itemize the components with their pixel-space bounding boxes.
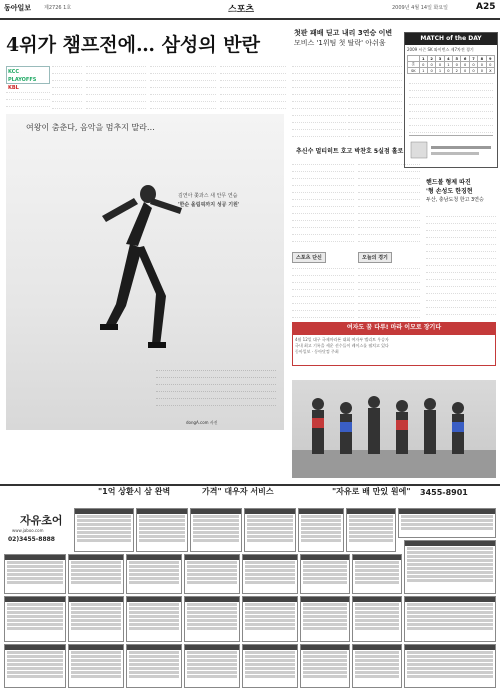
scoreboard-head-cell: 8	[478, 56, 486, 62]
playoffs-logo	[6, 66, 50, 91]
logo-sub: KBL	[8, 85, 19, 91]
marathon-ad-title: 여자도 꿈 다루! 마라 이모로 장기다	[292, 322, 496, 334]
scoreboard-table	[407, 55, 495, 74]
classified-ad-box	[4, 554, 66, 594]
scoreboard-head-cell: 4	[444, 56, 452, 62]
scoreboard-row	[408, 68, 495, 74]
classified-ad-box	[126, 554, 182, 594]
sports-briefs-head: 스포츠 단신	[292, 252, 326, 263]
classified-ad-box	[68, 596, 124, 642]
scoreboard-cell: 2	[453, 68, 461, 74]
classified-ad-box	[4, 644, 66, 688]
scoreboard-cell: 0	[478, 68, 486, 74]
match-box-subtitle: 2009 시즌 SK 와이번스 제7차전 경기	[407, 47, 474, 52]
scoreboard-cell: 0	[486, 62, 494, 68]
classified-ad-box	[242, 554, 298, 594]
scoreboard-cell: 0	[461, 68, 469, 74]
classified-ad-box	[300, 596, 350, 642]
match-of-the-day-box	[404, 32, 498, 168]
classified-ad-box	[4, 596, 66, 642]
scoreboard-cell: 0	[427, 68, 435, 74]
classified-ad-box	[404, 540, 496, 594]
classified-ad-box	[300, 554, 350, 594]
publication-date: 2009년 4월 14일 화요일	[392, 5, 449, 11]
main-headline: 4위가 챔프전에… 삼성의 반란	[6, 34, 260, 56]
scoreboard-head-cell: 9	[486, 56, 494, 62]
photo-quote: 여왕이 춤춘다, 음악을 멈추지 말라…	[26, 123, 155, 132]
scoreboard-head-cell: 2	[427, 56, 435, 62]
overlay-caption-1: 김연아 쫓과스 새 안무 연습	[178, 193, 238, 199]
scoreboard-cell: 1	[444, 62, 452, 68]
scoreboard-cell: 0	[427, 62, 435, 68]
classified-ad-box	[68, 644, 124, 688]
runners-graphic	[292, 380, 496, 478]
scoreboard-cell: 0	[469, 62, 477, 68]
ad-body-1: 4월 12일 대구 국제마라톤 대회 여자부 엘리트 우승자	[295, 337, 389, 342]
match-box-title: MATCH of the DAY	[405, 33, 497, 45]
classifieds-header-2: 가격" 대우자 서비스	[202, 487, 274, 496]
mlb-column-2	[358, 158, 420, 248]
classified-ad-box	[352, 554, 402, 594]
skater-figure	[86, 174, 186, 384]
scoreboard-cell: SK	[408, 68, 420, 74]
body-column-4	[220, 60, 286, 110]
overlay-caption-2: '한순 올림픽까지 성공 기원'	[178, 202, 240, 208]
classified-ad-box	[126, 644, 182, 688]
pitch-chart-graphic	[409, 136, 493, 164]
classified-ad-box	[404, 596, 496, 642]
publication-name: 동아일보	[4, 4, 32, 12]
scoreboard-head-cell: 3	[436, 56, 444, 62]
classifieds-header-1: "1억 상환시 삼 완벽	[98, 487, 171, 496]
scoreboard-cell: 1	[436, 68, 444, 74]
classified-ad-box	[298, 508, 344, 552]
section-title: 스포츠	[228, 5, 255, 15]
classified-ad-box	[184, 554, 240, 594]
subdeck-line-2: 모비스 '1위팀 첫 탈락' 아쉬움	[294, 39, 386, 47]
ad-body-2: 국내 최고 기록을 세운 선수들이 레이스를 펼치고 있다	[295, 343, 389, 348]
jaboo-url: www.jaboo.com	[12, 528, 44, 533]
scoreboard-cell: 롯	[408, 62, 420, 68]
scoreboard-cell: 0	[453, 62, 461, 68]
handball-head-1: 핸드볼 형제 따진	[426, 179, 471, 186]
classified-ad-box	[244, 508, 296, 552]
classified-ads-grid	[0, 500, 500, 691]
photo-credit: dongA.com 사진	[186, 420, 218, 425]
classifieds-phone: 3455-8901	[420, 488, 468, 497]
classified-ad-box	[398, 508, 496, 538]
classifieds-header-3: "자유로 배 만있 원에"	[332, 487, 411, 496]
jaboo-tel: 02)3455-8888	[8, 536, 55, 543]
scoreboard-cell: X	[486, 68, 494, 74]
todays-games-head: 오늘의 경기	[358, 252, 392, 263]
classified-ad-box	[74, 508, 134, 552]
scoreboard-head-cell: 1	[419, 56, 427, 62]
classified-ad-box	[184, 596, 240, 642]
classified-ad-box	[68, 554, 124, 594]
scoreboard-cell: 1	[419, 68, 427, 74]
classified-ad-box	[346, 508, 396, 552]
match-box-footer-graphic	[409, 135, 493, 164]
photo-caption-text	[156, 364, 276, 406]
body-column-5	[292, 60, 346, 140]
classified-ad-box	[352, 644, 402, 688]
body-column-6	[348, 60, 402, 140]
scoreboard-cell: 0	[419, 62, 427, 68]
subdeck-line-1: 첫판 패배 딛고 내리 3연승 이변	[294, 29, 393, 37]
handball-head-3: 두산, 충남도청 한고 3연승	[426, 197, 484, 203]
classified-ad-box	[242, 596, 298, 642]
photo-overlay-caption	[178, 192, 239, 210]
classified-ad-box	[136, 508, 188, 552]
scoreboard-cell: 0	[436, 62, 444, 68]
classified-ad-box	[300, 644, 350, 688]
scoreboard-cell: 0	[469, 68, 477, 74]
scoreboard-head-cell: 6	[461, 56, 469, 62]
issue-number: 제2726 1호	[44, 5, 72, 11]
body-column-3	[150, 60, 216, 110]
jaboo-brand: 자유초어	[20, 514, 63, 527]
body-column-2	[86, 60, 146, 110]
classified-ad-box	[126, 596, 182, 642]
scoreboard-cell: 0	[478, 62, 486, 68]
marathon-ad-body	[292, 334, 496, 366]
classified-ad-box	[404, 644, 496, 688]
classified-ad-box	[242, 644, 298, 688]
mlb-column-1	[292, 158, 354, 248]
scoreboard-cell: 0	[461, 62, 469, 68]
handball-head-2: '형 손성도 한징현	[426, 188, 473, 195]
body-column-1	[52, 60, 82, 110]
mlb-headline: 추신수 멀티히트 호고 박찬호 5실점 홀로	[296, 148, 404, 155]
todays-games-body	[358, 262, 420, 320]
scoreboard-head-cell: 7	[469, 56, 477, 62]
page-number: A25	[476, 2, 496, 12]
ad-body-3: 동아일보 · 동아닷컴 주최	[295, 349, 339, 354]
marathon-runners-photo	[292, 380, 496, 478]
scoreboard-cell: 0	[444, 68, 452, 74]
sports-briefs-body	[292, 262, 354, 320]
headline-subdeck	[294, 28, 392, 48]
match-box-text	[409, 77, 493, 133]
handball-headline	[426, 178, 484, 205]
handball-column	[426, 210, 496, 318]
classified-ad-box	[352, 596, 402, 642]
scoreboard-head-cell: 5	[453, 56, 461, 62]
figure-skater-photo	[6, 114, 284, 430]
body-column-1b	[6, 86, 50, 110]
logo-text: KCC PLAYOFFS	[8, 69, 37, 83]
classified-ad-box	[184, 644, 240, 688]
classified-ad-box	[190, 508, 242, 552]
page-header	[0, 0, 500, 20]
